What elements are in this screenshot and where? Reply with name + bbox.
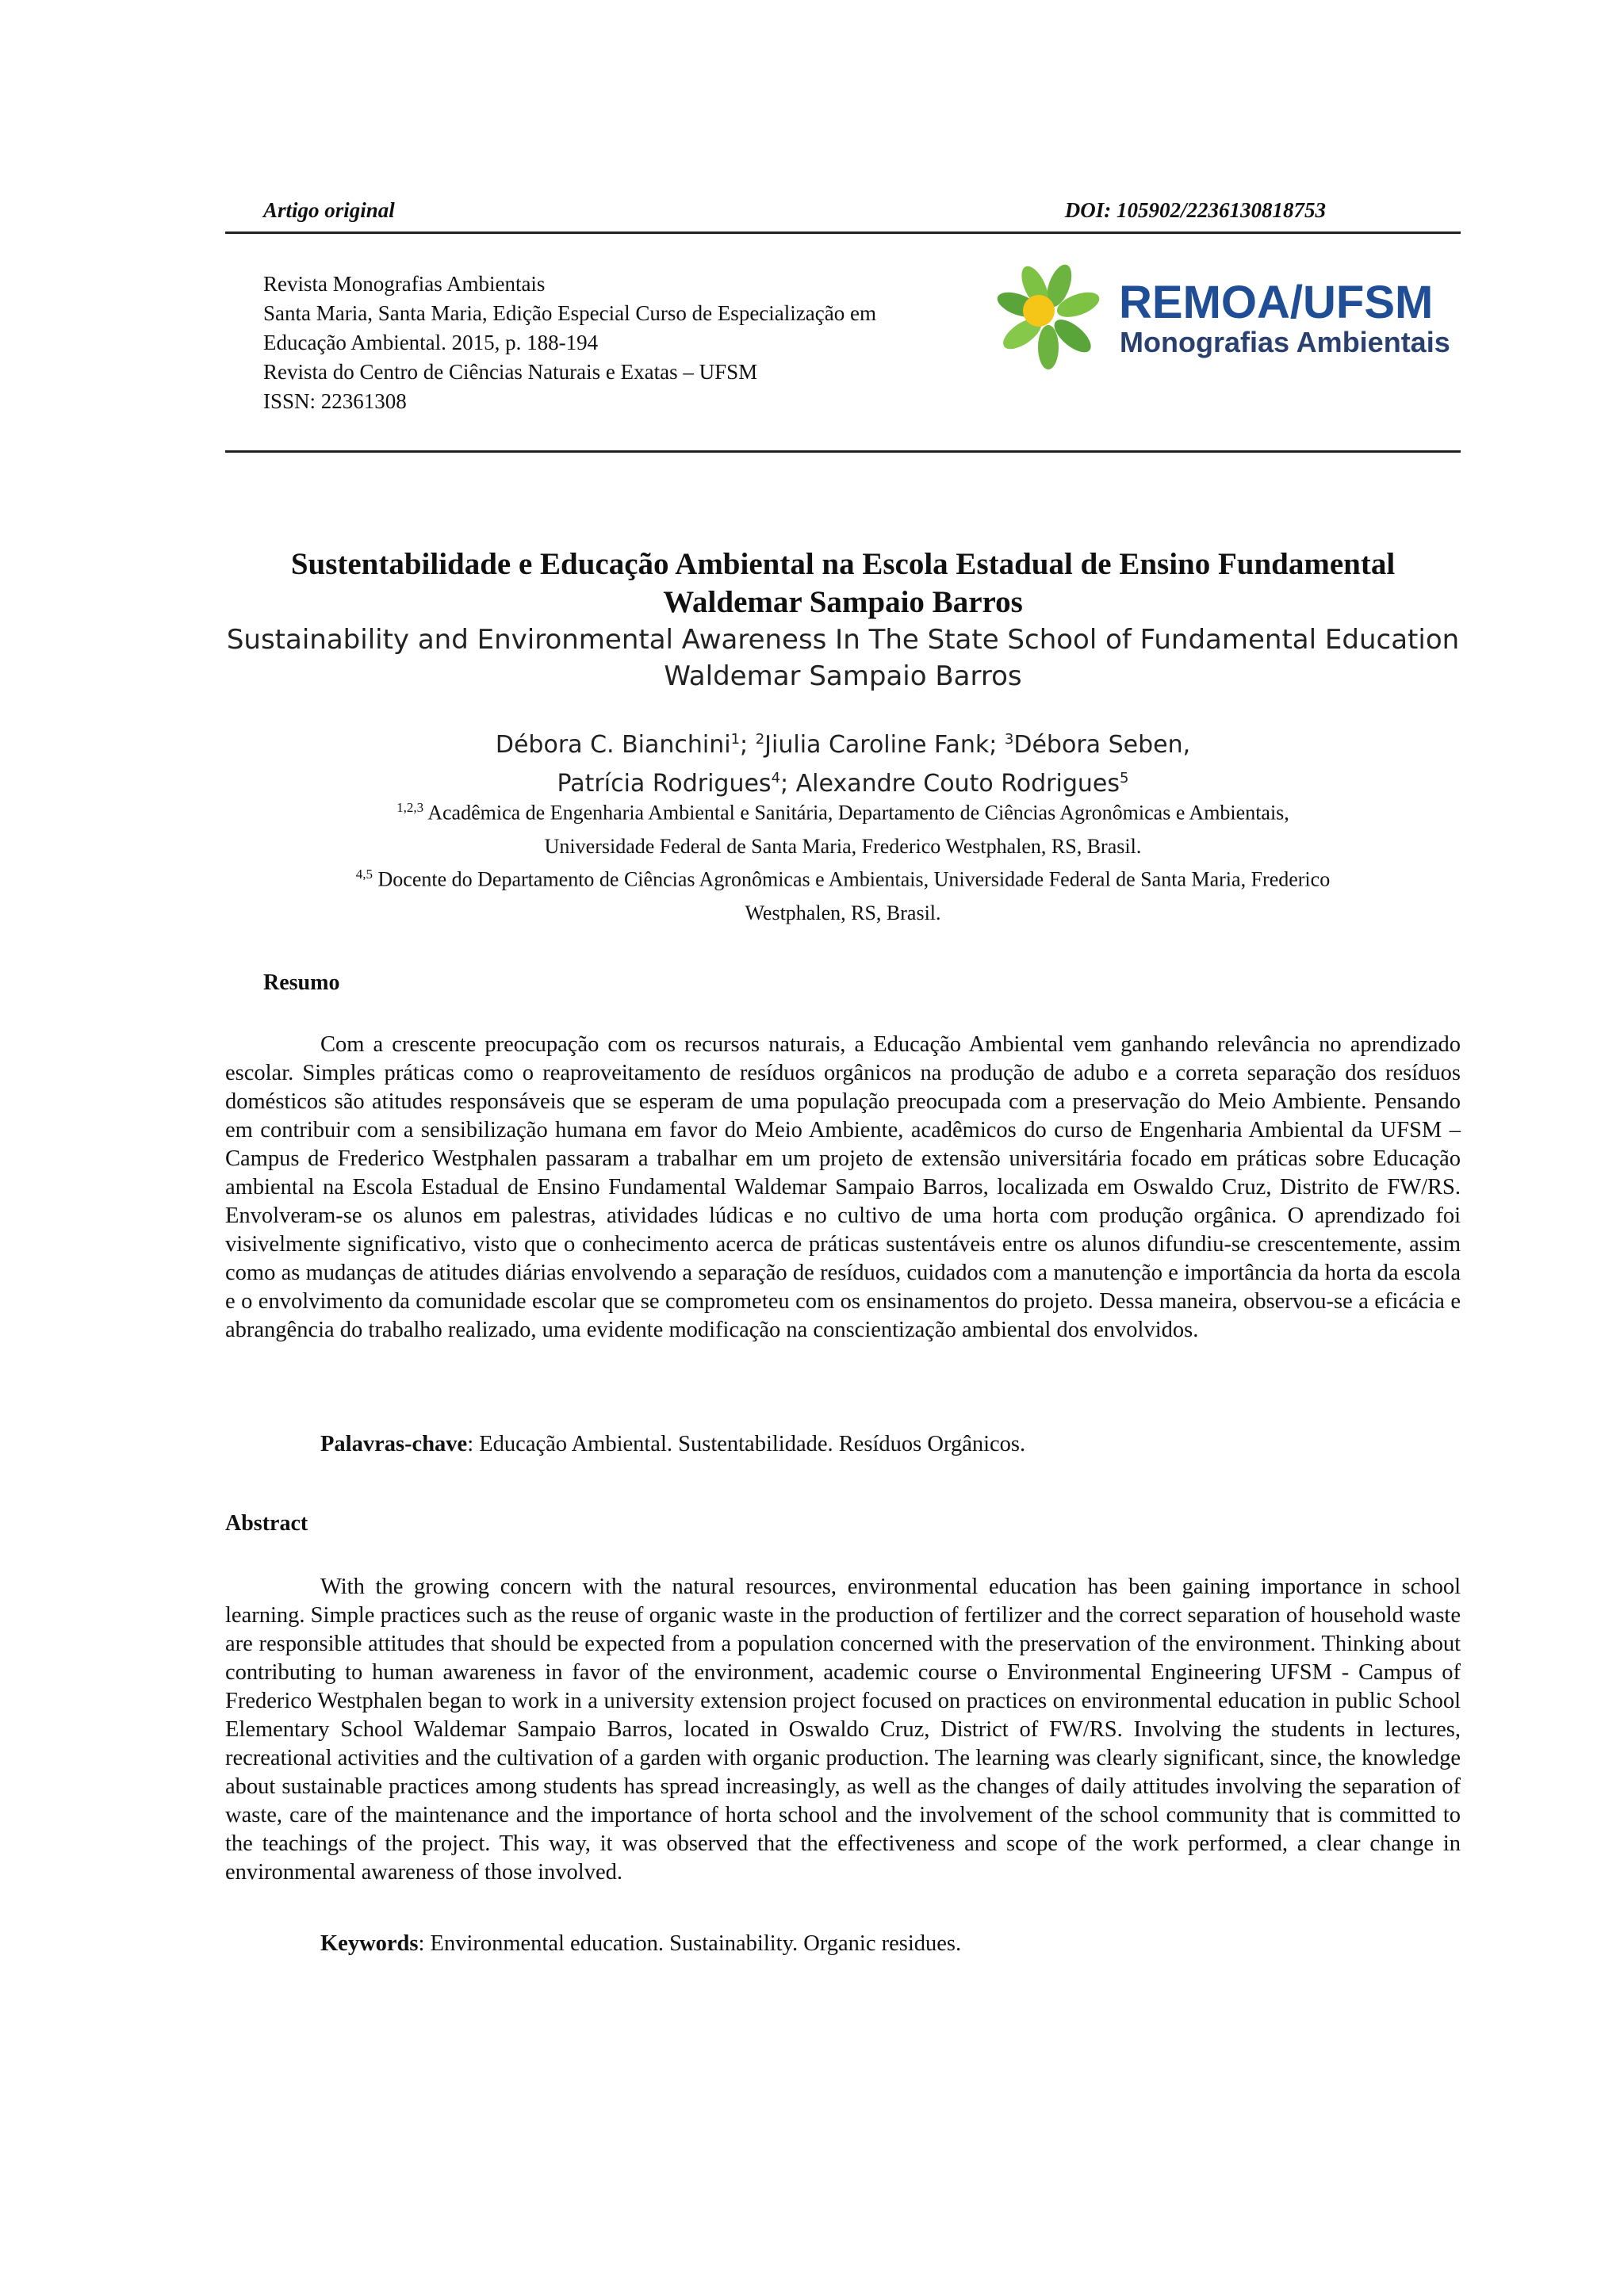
affiliation-1 bbox=[225, 791, 1461, 863]
author-sup: 3 bbox=[1004, 731, 1014, 748]
remoa-logo bbox=[982, 260, 1470, 379]
resumo-keywords bbox=[320, 1432, 1025, 1457]
abstract-body: With the growing concern with the natural resources, environmental education has been gaining importance in school learning. Simple practices such as the reuse of organic waste in the production of fertilizer and the correct separation of household waste are responsible attitudes that should be expected from a population concerned with the preservation of the environment. Thinking about contributing to human awareness in favor of the environment, academic course o Environmental Engineering UFSM - Campus of Frederico Westphalen began to work in a university extension project focused on practices on environmental education in public School Elementary School Waldemar Sampaio Barros, located in Oswaldo Cruz, District of FW/RS. Involving the students in lectures, recreational activities and the cultivation of a garden with organic production. The learning was clearly significant, since, the knowledge about sustainable practices among students has spread increasingly, as well as the changes of daily attitudes involving the separation of waste, care of the maintenance and the importance of horta school and the involvement of the school community that is committed to the teachings of the project. This way, it was observed that the effectiveness and scope of the work performed, a clear change in environmental awareness of those involved. bbox=[225, 1575, 1461, 1885]
title-pt-line: Waldemar Sampaio Barros bbox=[663, 585, 1023, 619]
keywords-label: Keywords bbox=[320, 1931, 419, 1956]
journal-line: Educação Ambiental. 2015, p. 188-194 bbox=[263, 331, 599, 354]
affiliation-line: Westphalen, RS, Brasil. bbox=[745, 901, 941, 924]
keywords-label: Palavras-chave bbox=[320, 1432, 468, 1456]
logo-title: REMOA/UFSM bbox=[1119, 277, 1434, 328]
resumo-text bbox=[225, 1031, 1461, 1345]
authors: Débora C. Bianchini$^1$; $^2$Jiulia Caroline Fank; $^3$Débora Seben, Patrícia Rodrigues$^4$; Alexandre Couto Rodrigues$^5$ bbox=[495, 731, 1191, 798]
affiliation-line: Acadêmica de Engenharia Ambiental e Sanitária, Departamento de Ciências Agronômicas e Ambientais, bbox=[423, 801, 1289, 825]
keywords-text: : Educação Ambiental. Sustentabilidade. Resíduos Orgânicos. bbox=[467, 1432, 1026, 1456]
abstract-heading: Abstract bbox=[225, 1511, 308, 1536]
affiliation-sup: 1,2,3 bbox=[396, 800, 424, 815]
title-en-line: Sustainability and Environmental Awareness In The State School of Fundamental Education bbox=[226, 624, 1460, 656]
author-name: Débora Seben, bbox=[1013, 731, 1191, 759]
title-en-line: Waldemar Sampaio Barros bbox=[664, 660, 1022, 692]
author-sup: 5 bbox=[1119, 770, 1129, 786]
author-sup: 2 bbox=[755, 731, 765, 748]
affiliation-sup: 4,5 bbox=[355, 867, 373, 882]
affiliation-line: Docente do Departamento de Ciências Agronômicas e Ambientais, Universidade Federal de Santa Maria, Frederico bbox=[373, 867, 1331, 891]
journal-line: Revista Monografias Ambientais bbox=[263, 272, 546, 296]
affiliation-line: Universidade Federal de Santa Maria, Frederico Westphalen, RS, Brasil. bbox=[544, 834, 1142, 858]
author-sup: 4 bbox=[771, 770, 781, 786]
article-type: Artigo original bbox=[263, 198, 395, 222]
resumo-body: Com a crescente preocupação com os recursos naturais, a Educação Ambiental vem ganhando relevância no aprendizado escolar. Simples práticas como o reaproveitamento de resíduos orgânicos na produção de adubo e a correta separação dos resíduos domésticos são atitudes responsáveis que se esperam de uma população preocupada com a preservação do Meio Ambiente. Pensando em contribuir com a sensibilização humana em favor do Meio Ambiente, acadêmicos do curso de Engenharia Ambiental da UFSM – Campus de Frederico Westphalen passaram a trabalhar em um projeto de extensão universitária focado em práticas sobre Educação ambiental na Escola Estadual de Ensino Fundamental Waldemar Sampaio Barros, localizada em Oswaldo Cruz, Distrito de FW/RS. Envolveram-se os alunos em palestras, atividades lúdicas e no cultivo de uma horta com produção orgânica. O aprendizado foi visivelmente significativo, visto que o conhecimento acerca de práticas sustentáveis entre os alunos difundiu-se crescentemente, assim como as mudanças de atitudes diárias envolvendo a separação de resíduos, cuidados com a manutenção e importância da horta da escola e o envolvimento da comunidade escolar que se comprometeu com os ensinamentos do projeto. Dessa maneira, observou-se a eficácia e abrangência do trabalho realizado, uma evidente modificação na conscientização ambiental dos envolvidos. bbox=[225, 1032, 1461, 1342]
author-name: Patrícia Rodrigues bbox=[557, 770, 772, 798]
journal-info bbox=[263, 270, 876, 416]
logo-subtitle: Monografias Ambientais bbox=[1120, 326, 1450, 358]
author-name: Jiulia Caroline Fank; bbox=[764, 731, 1005, 759]
header-rule bbox=[225, 232, 1461, 234]
abstract-text bbox=[225, 1573, 1461, 1887]
journal-rule bbox=[225, 450, 1461, 453]
keywords-text: : Environmental education. Sustainability. Organic residues. bbox=[418, 1931, 962, 1956]
journal-line: Santa Maria, Santa Maria, Edição Especial Curso de Especialização em bbox=[263, 301, 876, 325]
author-name: ; Alexandre Couto Rodrigues bbox=[780, 770, 1120, 798]
title-pt-line: Sustentabilidade e Educação Ambiental na Escola Estadual de Ensino Fundamental bbox=[290, 547, 1396, 581]
author-name: Débora C. Bianchini bbox=[495, 731, 731, 759]
affiliation-2 bbox=[225, 858, 1461, 930]
resumo-heading: Resumo bbox=[263, 970, 340, 995]
author-sup: 1 bbox=[730, 731, 741, 748]
journal-line: ISSN: 22361308 bbox=[263, 389, 407, 413]
doi: DOI: 105902/2236130818753 bbox=[1064, 198, 1326, 222]
flower-icon bbox=[982, 260, 1116, 379]
title-english bbox=[225, 622, 1461, 695]
title-portuguese bbox=[225, 545, 1461, 622]
journal-line: Revista do Centro de Ciências Naturais e Exatas – UFSM bbox=[263, 360, 758, 384]
abstract-keywords bbox=[320, 1931, 961, 1957]
